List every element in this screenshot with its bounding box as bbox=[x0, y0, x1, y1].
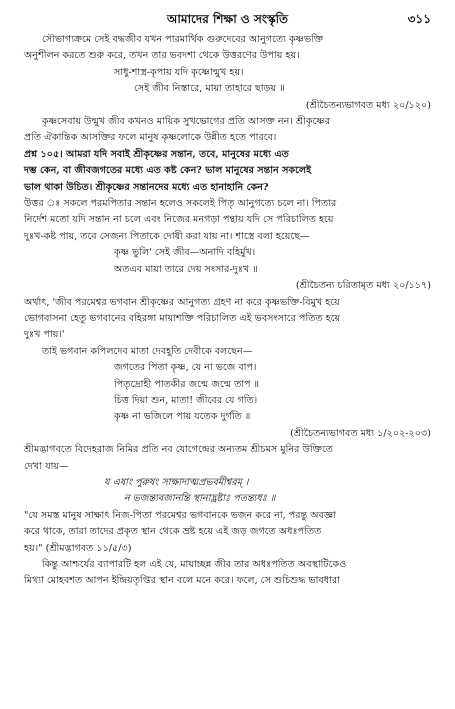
text-line: দুঃখ পায়।' bbox=[24, 329, 65, 341]
paragraph-start-line: তাই ভগবান কপিলদেব মাতা দেবহূতি দেবীকে বলছেন— bbox=[42, 345, 253, 357]
text-line: দেখা যায়— bbox=[24, 460, 69, 472]
text-line: করে থাকে, তারা তাদের প্রকৃত স্থান থেকে ভ্রষ্ট হয়ে এই জড় জগতে অধঃপতিত bbox=[24, 526, 322, 538]
paragraph-start-line: কিন্তু আশ্চর্যের ব্যাপারটি হল এই যে, মায়াচ্ছন্ন জীব তার অধঃপতিত অবস্থাটিকেও bbox=[42, 559, 347, 570]
text-line: অনুশীলন করতে শুরু করে, তখন তার ভবদশা থেকে উত্তরণের উপায় হয়। bbox=[24, 50, 300, 62]
text-line: উত্তর ঃ সকলে পরমপিতার সন্তান হলেও সকলেই পিতৃ আনুগত্যে চলে না। পিতার bbox=[24, 198, 337, 210]
sanskrit-verse-line: ন ভজন্ত্যবজানন্তি স্থানাদ্ভ্রষ্টাঃ পতন্ত্যধঃ ॥ bbox=[124, 493, 276, 505]
text-line: হয়।" (শ্রীমদ্ভাগবত ১১/৫/৩) bbox=[24, 542, 132, 554]
text-line: প্রতি ঐকান্তিক আসক্তির ফলে মানুষ কৃষ্ণলোকে উন্নীত হতে পারবে। bbox=[24, 132, 277, 144]
citation: (শ্রীচৈতন্য চরিতামৃত মধ্য ২০/১১৭) bbox=[295, 280, 431, 292]
text-line: মিথ্যা মোহবশত আপন ইন্দ্রিয়তৃপ্তির স্থান বলে মনে করে। ফলে, সে শুচিশুদ্ধ ভাবধারা bbox=[24, 575, 340, 587]
paragraph-start-line: কৃষ্ণসেবায় উন্মুখ জীব কখনও মায়িক সুখভোগের প্রতি আসক্ত নন। শ্রীকৃষ্ণের bbox=[42, 116, 331, 128]
question-line: প্রশ্ন ১০৫। আমরা যদি সবাই শ্রীকৃষ্ণের সন্তান, তবে, মানুষের মধ্যে এত bbox=[24, 148, 289, 160]
question-line: ভাল থাকা উচিত। শ্রীকৃষ্ণের সন্তানদের মধ্যে এত হানাহানি কেন? bbox=[24, 181, 269, 193]
running-header bbox=[24, 6, 431, 32]
text-line: দুঃখ-কষ্ট পায়, তবে সেজন্য পিতাকে দোষী করা যায় না। শাস্ত্রে বলা হয়েছে— bbox=[24, 230, 310, 242]
verse-line: সাধু-শাস্ত্র-কৃপায় যদি কৃষ্ণোন্মুখ হয়। bbox=[114, 66, 244, 78]
chapter-title: আমাদের শিক্ষা ও সংস্কৃতি bbox=[166, 12, 289, 26]
verse-line: কৃষ্ণ না ভজিলে পায় যতেক দুর্গতি ॥ bbox=[114, 411, 251, 423]
verse-line: পিতৃদ্রোহী পাতকীর জন্মে জন্মে তাপ ॥ bbox=[114, 378, 260, 390]
paragraph-start-line: সৌভাগ্যক্রমে সেই বদ্ধজীব যখন পারমার্থিক গুরুদেবের আনুগত্যে কৃষ্ণভক্তি bbox=[42, 34, 324, 45]
body-text bbox=[24, 32, 431, 590]
verse-line: চিত্ত দিয়া শুন, মাতা! জীবের যে গতি। bbox=[114, 394, 258, 406]
citation: (শ্রীচৈতন্যভাগবত মধ্য ২০/১২০) bbox=[305, 99, 431, 111]
text-line: ভোগবাসনা হেতু ভগবানের বহিরঙ্গা মায়াশক্তি পরিচালিত এই ভবসংসারে পতিত হয়ে bbox=[24, 312, 341, 324]
verse-line: অতএব মায়া তারে দেয় সংসার-দুঃখ ॥ bbox=[114, 263, 258, 275]
verse-line: জগতের পিতা কৃষ্ণ, যে না ভজে বাপ। bbox=[114, 362, 257, 374]
verse-line: সেই জীব নিস্তারে, মায়া তাহারে ছাড়য় ॥ bbox=[134, 83, 285, 95]
sanskrit-verse-line: য এষাং পুরুষং সাক্ষাদাত্মপ্রভবমীশ্বরম্ । bbox=[104, 476, 249, 488]
text-line: নির্দেশ মতো যদি সন্তান না চলে এবং নিজের মনগড়া পন্থায় যদি সে পরিচালিত হয়ে bbox=[24, 214, 334, 226]
page-number: ৩১১ bbox=[407, 12, 431, 26]
verse-line: কৃষ্ণ ভুলি' সেই জীব—অনাদি বহির্মুখ। bbox=[114, 247, 256, 259]
citation: (শ্রীচৈতন্যভাগবত মধ্য ১/২০২-২০৩) bbox=[290, 427, 431, 439]
text-line: অর্থাৎ, 'জীব পরমেশ্বর ভগবান শ্রীকৃষ্ণের আনুগত্য গ্রহণ না করে কৃষ্ণভক্তি-বিমুখ হয়ে bbox=[24, 296, 340, 308]
text-line: শ্রীমদ্ভাগবতে বিদেহরাজ নিমির প্রতি নব যোগেন্দ্রের অন্যতম শ্রীচমস মুনির উক্তিতে bbox=[24, 444, 333, 456]
text-line: "যে সমস্ত মানুষ সাক্ষাৎ নিজ-পিতা পরমেশ্বর ভগবানকে ভজন করে না, পরন্তু অবজ্ঞা bbox=[24, 509, 336, 521]
question-line: দম্ভ কেন, বা জীবজগতের মধ্যে এত কষ্ট কেন? ভাল মানুষের সন্তান সকলেই bbox=[24, 165, 312, 177]
